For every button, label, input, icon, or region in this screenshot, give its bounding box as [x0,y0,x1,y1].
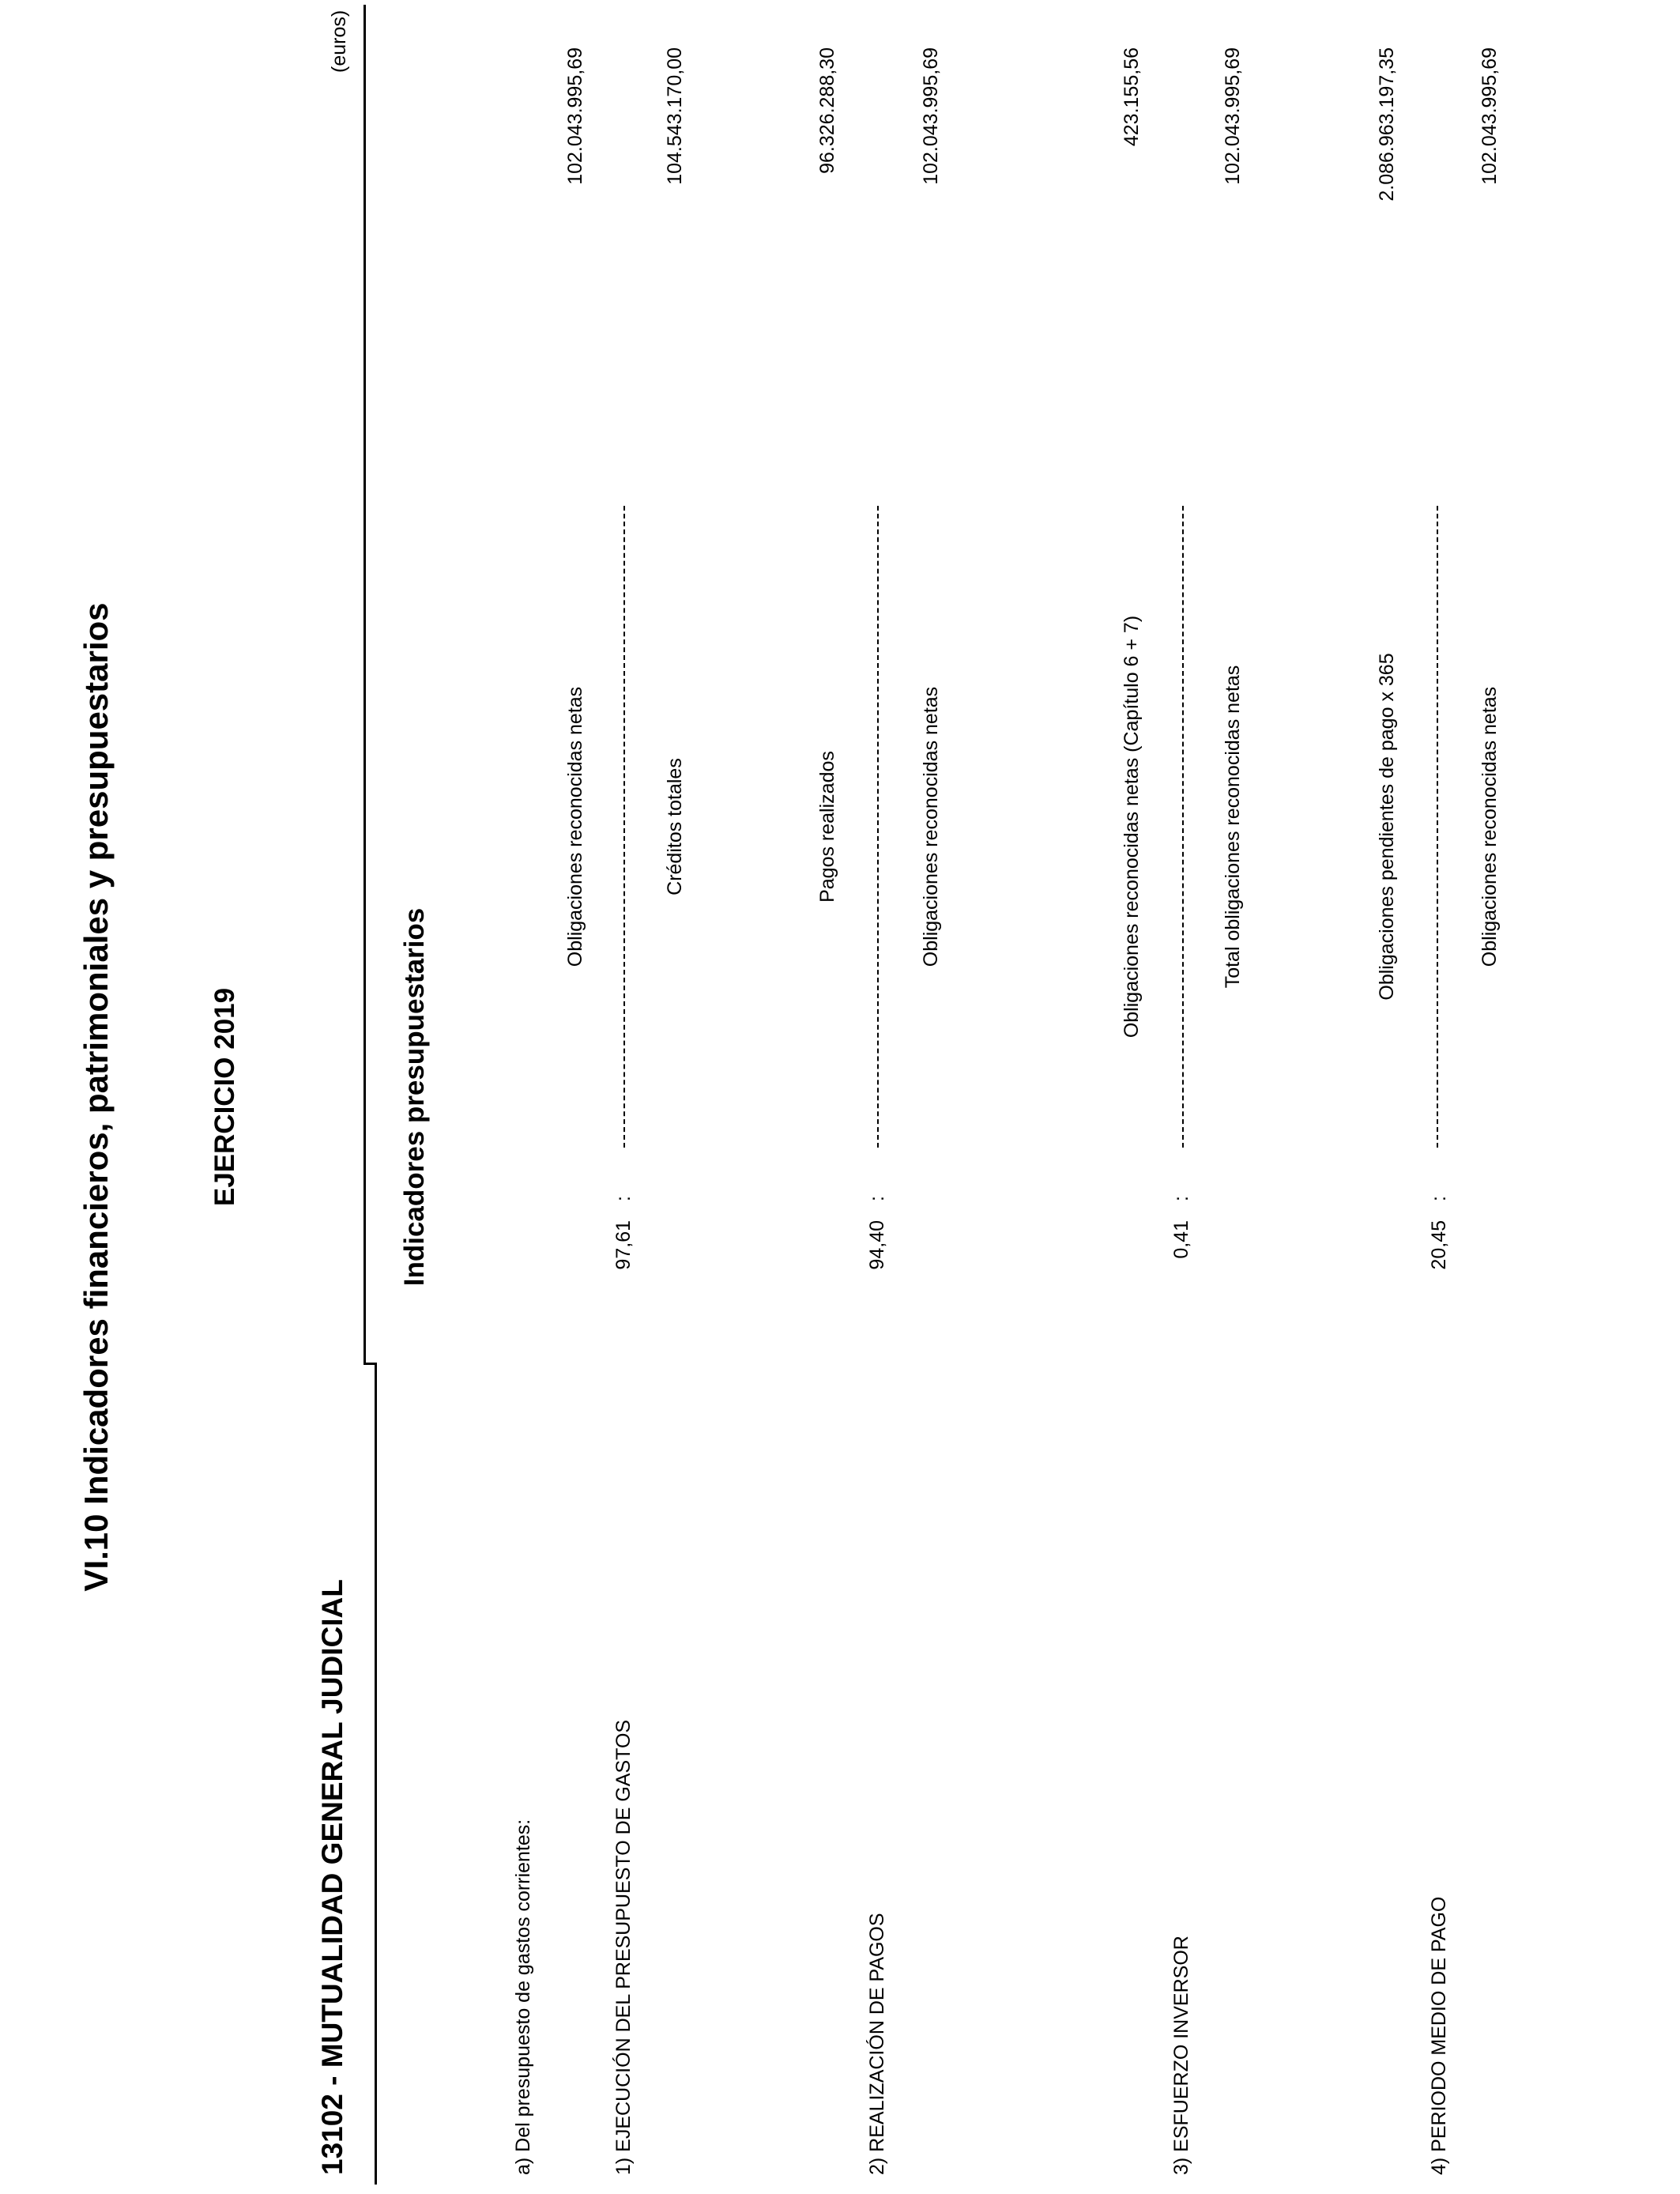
indicator-value: 0,41 [1170,1220,1192,1259]
fraction-line [877,506,879,1148]
indicator-value: 20,45 [1428,1220,1450,1270]
header-rule-right [363,5,366,1364]
fraction-line [1437,506,1438,1148]
denominator-amount: 102.043.995,69 [920,47,942,185]
indicator-name: 1) EJECUCIÓN DEL PRESUPUESTO DE GASTOS [612,1719,635,2175]
fiscal-year-heading: EJERCICIO 2019 [209,987,240,1207]
indicator-colon: : [866,1196,888,1201]
denominator-amount: 102.043.995,69 [1222,47,1244,185]
indicator-name: 4) PERIODO MEDIO DE PAGO [1428,1896,1450,2175]
indicator-value: 97,61 [612,1220,635,1270]
indicator-name: 2) REALIZACIÓN DE PAGOS [866,1913,888,2175]
denominator-amount: 102.043.995,69 [1478,47,1501,185]
indicator-value: 94,40 [866,1220,888,1270]
indicator-name: 3) ESFUERZO INVERSOR [1170,1936,1192,2175]
numerator-amount: 2.086.963.197,35 [1376,47,1398,202]
section-title: Indicadores presupuestarios [399,907,430,1287]
indicator-colon: : [1170,1196,1192,1201]
numerator-label: Obligaciones reconocidas netas [564,686,586,967]
currency-unit: (euros) [328,9,350,73]
denominator-label: Obligaciones reconocidas netas [920,686,942,967]
report-title: VI.10 Indicadores financieros, patrimoniales y presupuestarios [77,602,115,1592]
indicator-colon: : [612,1196,635,1201]
intro-text: a) Del presupuesto de gastos corrientes: [512,1819,534,2175]
denominator-label: Obligaciones reconocidas netas [1478,686,1501,967]
denominator-label: Total obligaciones reconocidas netas [1222,665,1244,989]
numerator-amount: 423.155,56 [1121,47,1143,147]
numerator-label: Pagos realizados [816,751,838,903]
fraction-line [1182,506,1184,1148]
denominator-amount: 104.543.170,00 [664,47,686,185]
denominator-label: Créditos totales [664,758,686,895]
numerator-amount: 96.326.288,30 [816,47,838,174]
numerator-label: Obligaciones pendientes de pago x 365 [1376,653,1398,1001]
fraction-line [623,506,625,1148]
numerator-label: Obligaciones reconocidas netas (Capítulo 6 + 7) [1121,615,1143,1039]
header-rule-left [375,1363,377,2185]
header-rule-connector [363,1363,377,1365]
entity-name: 13102 - MUTUALIDAD GENERAL JUDICIAL [316,1579,348,2175]
numerator-amount: 102.043.995,69 [564,47,586,185]
indicator-colon: : [1428,1196,1450,1201]
